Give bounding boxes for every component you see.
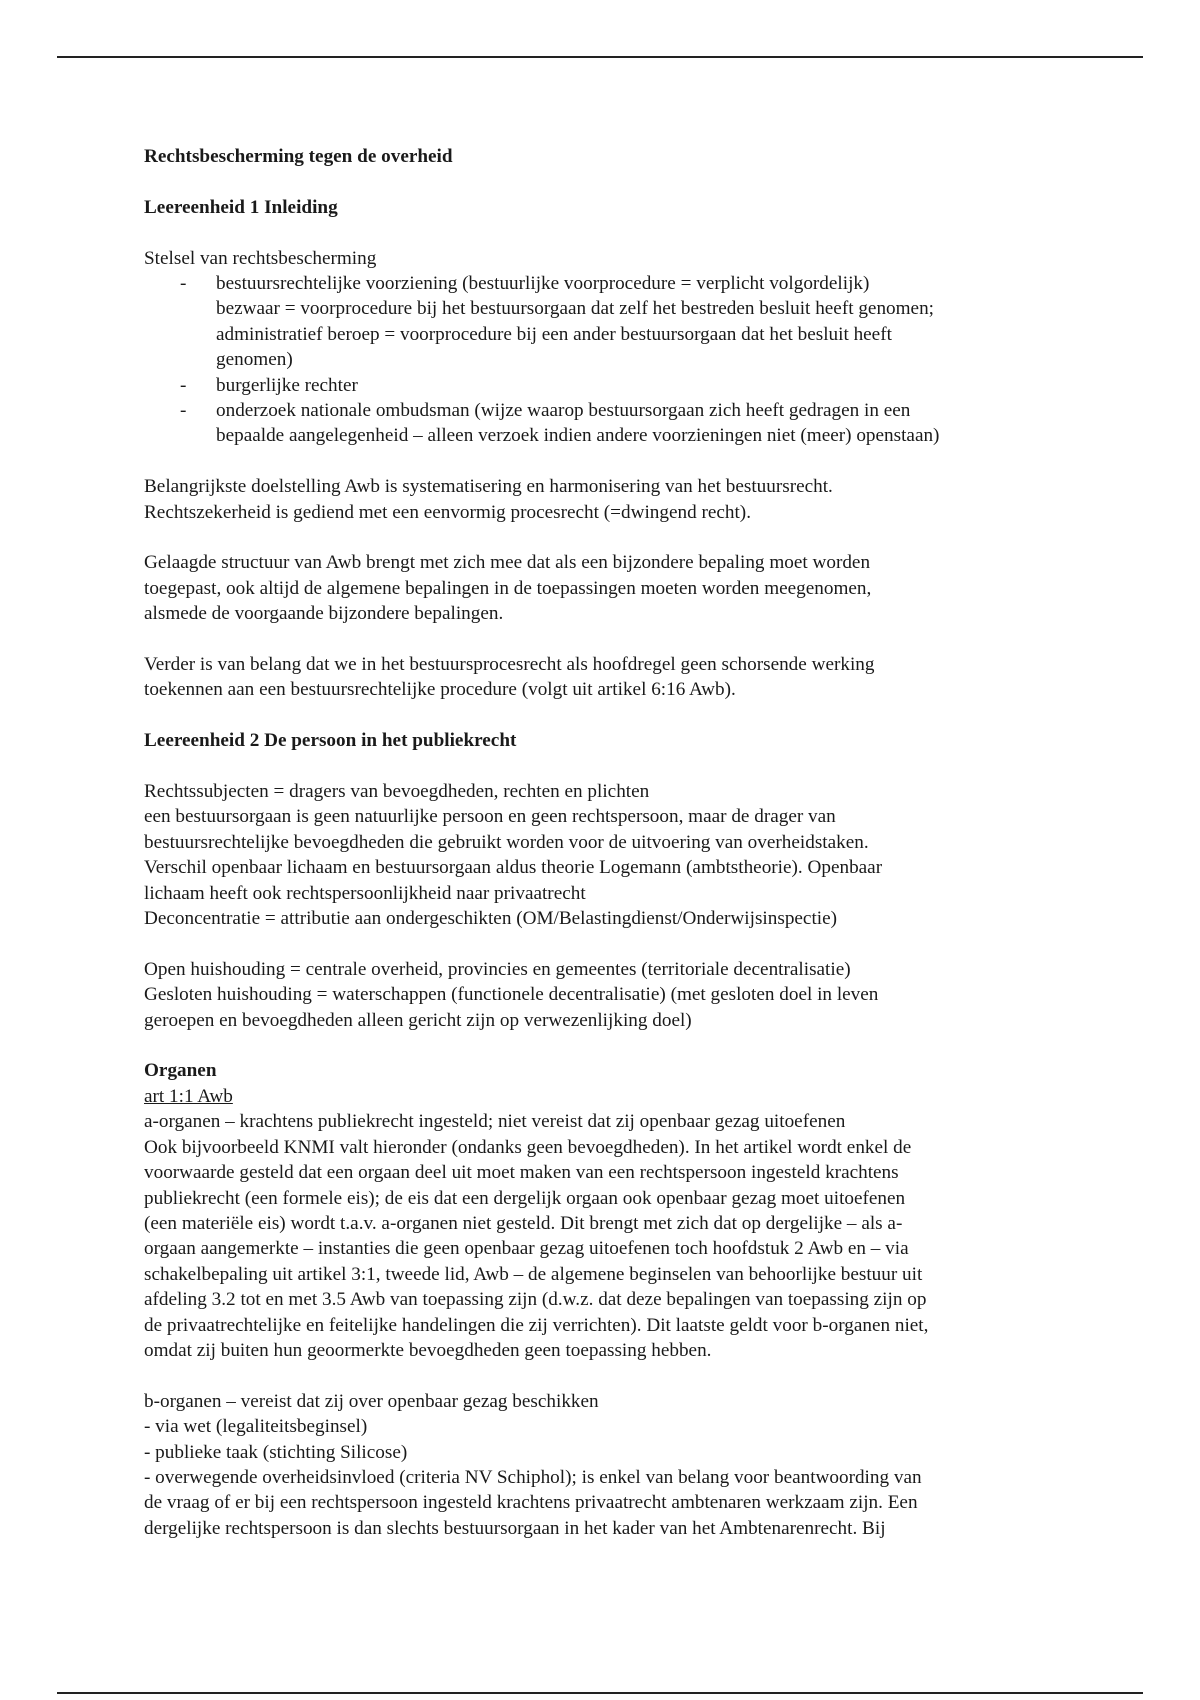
paragraph-line: voorwaarde gesteld dat een orgaan deel uit moet maken van een rechtspersoon ingesteld krachtens (144, 1162, 899, 1184)
bullet-dash: - (180, 374, 187, 396)
paragraph-line: Gesloten huishouding = waterschappen (functionele decentralisatie) (met gesloten doel in leven (144, 984, 879, 1006)
paragraph-line: bestuursrechtelijke bevoegdheden die gebruikt worden voor de uitvoering van overheidstaken. (144, 831, 869, 853)
paragraph-line: dergelijke rechtspersoon is dan slechts bestuursorgaan in het kader van het Ambtenarenrecht. Bij (144, 1517, 886, 1539)
paragraph-line: Rechtssubjecten = dragers van bevoegdheden, rechten en plichten (144, 781, 650, 803)
paragraph-line: geroepen en bevoegdheden alleen gericht zijn op verwezenlijking doel) (144, 1009, 692, 1031)
list-item (144, 271, 1064, 373)
paragraph-line: de privaatrechtelijke en feitelijke handelingen die zij verrichten). Dit laatste geldt voor b-organen niet, (144, 1314, 929, 1336)
paragraph-line: Open huishouding = centrale overheid, provincies en gemeentes (territoriale decentralisatie) (144, 958, 851, 980)
paragraph-line: - overwegende overheidsinvloed (criteria NV Schiphol); is enkel van belang voor beantwoording van (144, 1466, 922, 1488)
paragraph-line: alsmede de voorgaande bijzondere bepalingen. (144, 603, 504, 625)
paragraph-line: - via wet (legaliteitsbeginsel) (144, 1416, 368, 1438)
paragraph-line: de vraag of er bij een rechtspersoon ingesteld krachtens privaatrecht ambtenaren werkzaam zijn. Een (144, 1492, 918, 1514)
paragraph-line: b-organen – vereist dat zij over openbaar gezag beschikken (144, 1390, 599, 1412)
document-body (144, 144, 1064, 1541)
paragraph-line: orgaan aangemerkte – instanties die geen openbaar gezag uitoefenen toch hoofdstuk 2 Awb en – via (144, 1238, 909, 1260)
list-item (144, 373, 1064, 398)
organen-heading: Organen (144, 1060, 217, 1082)
paragraph-line: a-organen – krachtens publiekrecht ingesteld; niet vereist dat zij openbaar gezag uitoefenen (144, 1111, 846, 1133)
paragraph-line: Ook bijvoorbeeld KNMI valt hieronder (ondanks geen bevoegdheden). In het artikel wordt enkel de (144, 1136, 912, 1158)
paragraph-line: omdat zij buiten hun geoormerkte bevoegdheden geen toepassing hebben. (144, 1339, 712, 1361)
paragraph-line: - publieke taak (stichting Silicose) (144, 1441, 408, 1463)
list-item-line: bestuursrechtelijke voorziening (bestuurlijke voorprocedure = verplicht volgordelijk) (216, 273, 870, 294)
paragraph-line: Deconcentratie = attributie aan ondergeschikten (OM/Belastingdienst/Onderwijsinspectie) (144, 908, 838, 930)
paragraph-line: Rechtszekerheid is gediend met een eenvormig procesrecht (=dwingend recht). (144, 501, 751, 523)
footer-rule (57, 1692, 1143, 1694)
list-item-line: genomen) (216, 349, 293, 371)
stelsel-label: Stelsel van rechtsbescherming (144, 247, 377, 269)
list-item-line: bezwaar = voorprocedure bij het bestuursorgaan dat zelf het bestreden besluit heeft genomen; (216, 298, 934, 320)
header-rule (57, 56, 1143, 58)
paragraph-line: Verschil openbaar lichaam en bestuursorgaan aldus theorie Logemann (ambtstheorie). Openbaar (144, 857, 883, 879)
paragraph-line: Verder is van belang dat we in het bestuursprocesrecht als hoofdregel geen schorsende werking (144, 654, 875, 676)
unit2-heading: Leereenheid 2 De persoon in het publiekrecht (144, 730, 517, 752)
list-item-line: administratief beroep = voorprocedure bij een ander bestuursorgaan dat het besluit heeft (216, 323, 892, 345)
paragraph-line: Gelaagde structuur van Awb brengt met zich mee dat als een bijzondere bepaling moet worden (144, 552, 871, 574)
stelsel-list (144, 271, 1064, 449)
paragraph-line: lichaam heeft ook rechtspersoonlijkheid naar privaatrecht (144, 882, 586, 904)
paragraph-line: Belangrijkste doelstelling Awb is systematisering en harmonisering van het bestuursrecht. (144, 476, 833, 498)
list-item-line: burgerlijke rechter (216, 374, 358, 396)
unit1-heading: Leereenheid 1 Inleiding (144, 196, 338, 218)
paragraph-line: (een materiële eis) wordt t.a.v. a-organen niet gesteld. Dit brengt met zich dat op dergelijke – als a- (144, 1212, 903, 1234)
list-item-line: onderzoek nationale ombudsman (wijze waarop bestuursorgaan zich heeft gedragen in een (216, 400, 911, 422)
bullet-dash: - (180, 400, 187, 422)
paragraph-line: toekennen aan een bestuursrechtelijke procedure (volgt uit artikel 6:16 Awb). (144, 679, 736, 701)
article-reference: art 1:1 Awb (144, 1085, 233, 1107)
paragraph-line: publiekrecht (een formele eis); de eis dat een dergelijk orgaan ook openbaar gezag moet uitoefenen (144, 1187, 906, 1209)
paragraph-line: toegepast, ook altijd de algemene bepalingen in de toepassingen moeten worden meegenomen, (144, 577, 872, 599)
document-title: Rechtsbescherming tegen de overheid (144, 146, 453, 167)
paragraph-line: een bestuursorgaan is geen natuurlijke persoon en geen rechtspersoon, maar de drager van (144, 806, 836, 828)
list-item-line: bepaalde aangelegenheid – alleen verzoek indien andere voorzieningen niet (meer) openstaan) (216, 425, 940, 447)
bullet-dash: - (180, 273, 187, 294)
paragraph-line: afdeling 3.2 tot en met 3.5 Awb van toepassing zijn (d.w.z. dat deze bepalingen van toepassing zijn op (144, 1289, 927, 1311)
paragraph-line: schakelbepaling uit artikel 3:1, tweede lid, Awb – de algemene beginselen van behoorlijke bestuur uit (144, 1263, 923, 1285)
list-item (144, 398, 1064, 449)
